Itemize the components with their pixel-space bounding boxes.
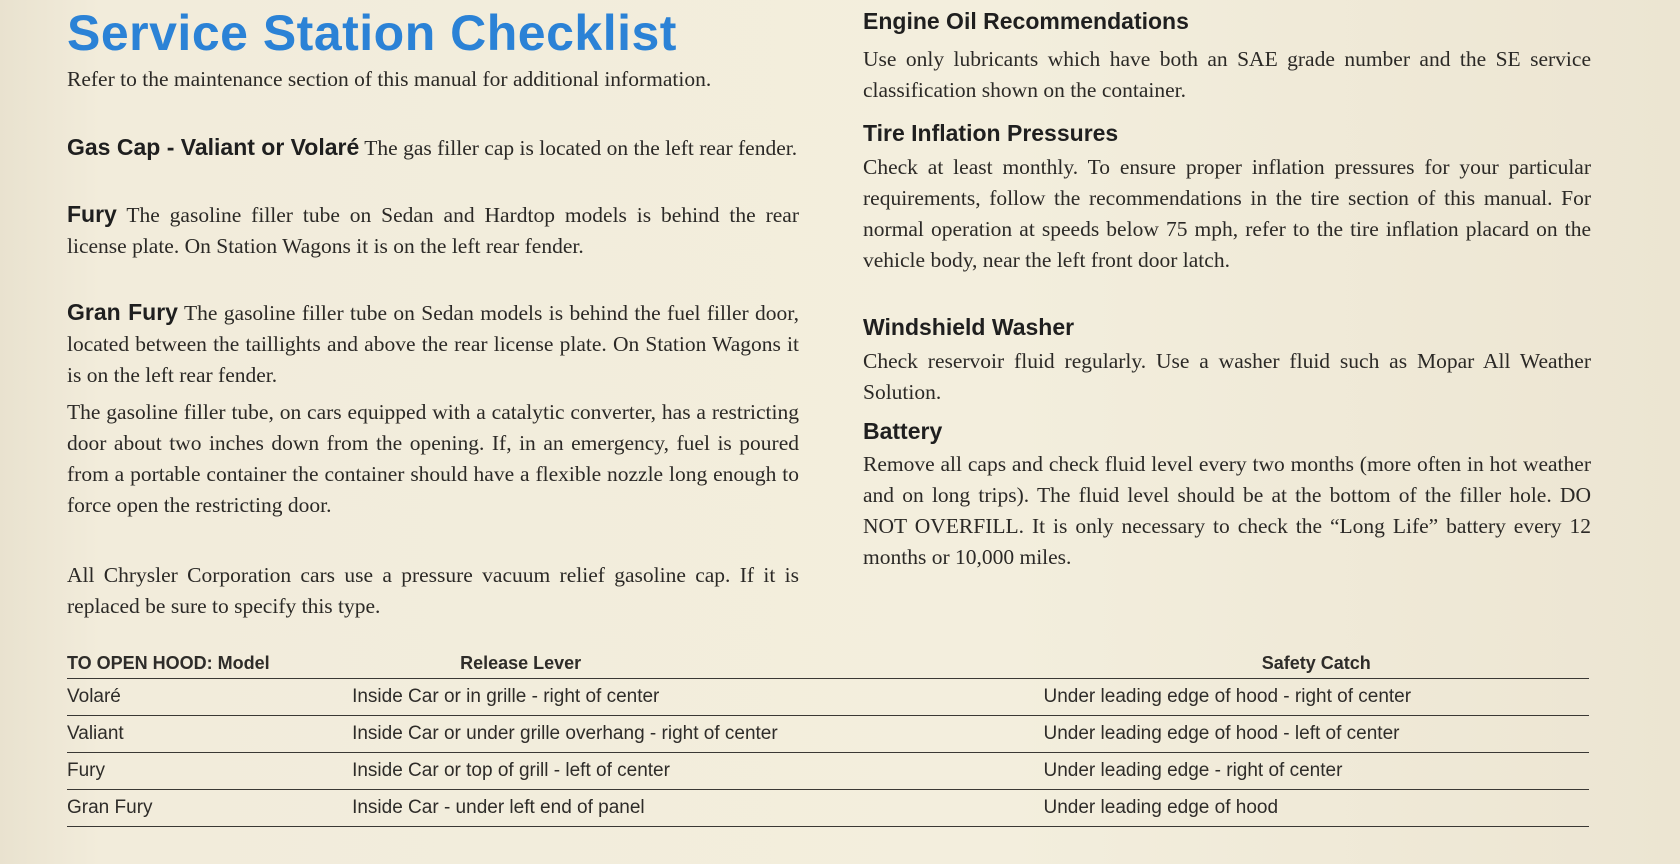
header-safety-catch: Safety Catch	[1044, 646, 1590, 679]
model-cell: Valiant	[67, 716, 352, 753]
header-release-lever: Release Lever	[352, 646, 1043, 679]
tire-heading: Tire Inflation Pressures	[863, 120, 1119, 146]
tire-paragraph: Check at least monthly. To ensure proper inflation pressures for your particular requirements, follow the recommendations in the tire section of this manual. For normal operation at speeds below 75 mph, refer to the tire inflation placard on the vehicle body, near the left front door latch.	[863, 155, 1591, 272]
chrysler-paragraph: All Chrysler Corporation cars use a pressure vacuum relief gasoline cap. If it is replaced be sure to specify this type.	[67, 563, 799, 618]
fury-heading: Fury	[67, 201, 117, 227]
gas-cap-heading: Gas Cap - Valiant or Volaré	[67, 134, 360, 160]
release-lever-cell: Inside Car or in grille - right of center	[352, 679, 1043, 716]
table-row	[67, 679, 1589, 716]
oil-heading: Engine Oil Recommendations	[863, 8, 1189, 34]
table-row	[67, 753, 1589, 790]
gran-fury-heading: Gran Fury	[67, 299, 178, 325]
washer-heading: Windshield Washer	[863, 314, 1075, 340]
gran-fury-text: The gasoline filler tube on Sedan models is behind the fuel filler door, located between the taillights and above the rear license plate. On Station Wagons it is on the left rear fender.	[67, 301, 799, 387]
catalytic-paragraph: The gasoline filler tube, on cars equipped with a catalytic converter, has a restricting door about two inches down from the opening. If, in an emergency, fuel is poured from a portable container the container should have a flexible nozzle long enough to force open the restricting door.	[67, 400, 799, 517]
fury-text: The gasoline filler tube on Sedan and Hardtop models is behind the rear license plate. On Station Wagons it is on the left rear fender.	[67, 203, 799, 258]
safety-catch-cell: Under leading edge of hood	[1044, 790, 1590, 827]
model-cell: Volaré	[67, 679, 352, 716]
oil-paragraph: Use only lubricants which have both an SAE grade number and the SE service classification shown on the container.	[863, 47, 1591, 102]
fury-paragraph	[67, 199, 799, 262]
battery-heading: Battery	[863, 418, 943, 444]
table-header-row	[67, 646, 1589, 679]
release-lever-cell: Inside Car - under left end of panel	[352, 790, 1043, 827]
safety-catch-cell: Under leading edge of hood - right of center	[1044, 679, 1590, 716]
battery-paragraph: Remove all caps and check fluid level every two months (more often in hot weather and on long trips). The fluid level should be at the bottom of the filler hole. DO NOT OVERFILL. It is only necessary to check the “Long Life” battery every 12 months or 10,000 miles.	[863, 452, 1591, 569]
page-title: Service Station Checklist	[67, 5, 677, 61]
gas-cap-text: The gas filler cap is located on the left rear fender.	[364, 136, 798, 160]
gas-cap-paragraph	[67, 132, 799, 164]
hood-release-table	[67, 646, 1589, 827]
intro-paragraph: Refer to the maintenance section of this manual for additional information.	[67, 67, 712, 91]
safety-catch-cell: Under leading edge of hood - left of center	[1044, 716, 1590, 753]
release-lever-cell: Inside Car or under grille overhang - right of center	[352, 716, 1043, 753]
header-model: TO OPEN HOOD: Model	[67, 646, 352, 679]
release-lever-cell: Inside Car or top of grill - left of center	[352, 753, 1043, 790]
table-row	[67, 790, 1589, 827]
safety-catch-cell: Under leading edge - right of center	[1044, 753, 1590, 790]
gran-fury-paragraph	[67, 297, 799, 391]
model-cell: Fury	[67, 753, 352, 790]
model-cell: Gran Fury	[67, 790, 352, 827]
table-row	[67, 716, 1589, 753]
washer-paragraph: Check reservoir fluid regularly. Use a washer fluid such as Mopar All Weather Solution.	[863, 349, 1591, 404]
